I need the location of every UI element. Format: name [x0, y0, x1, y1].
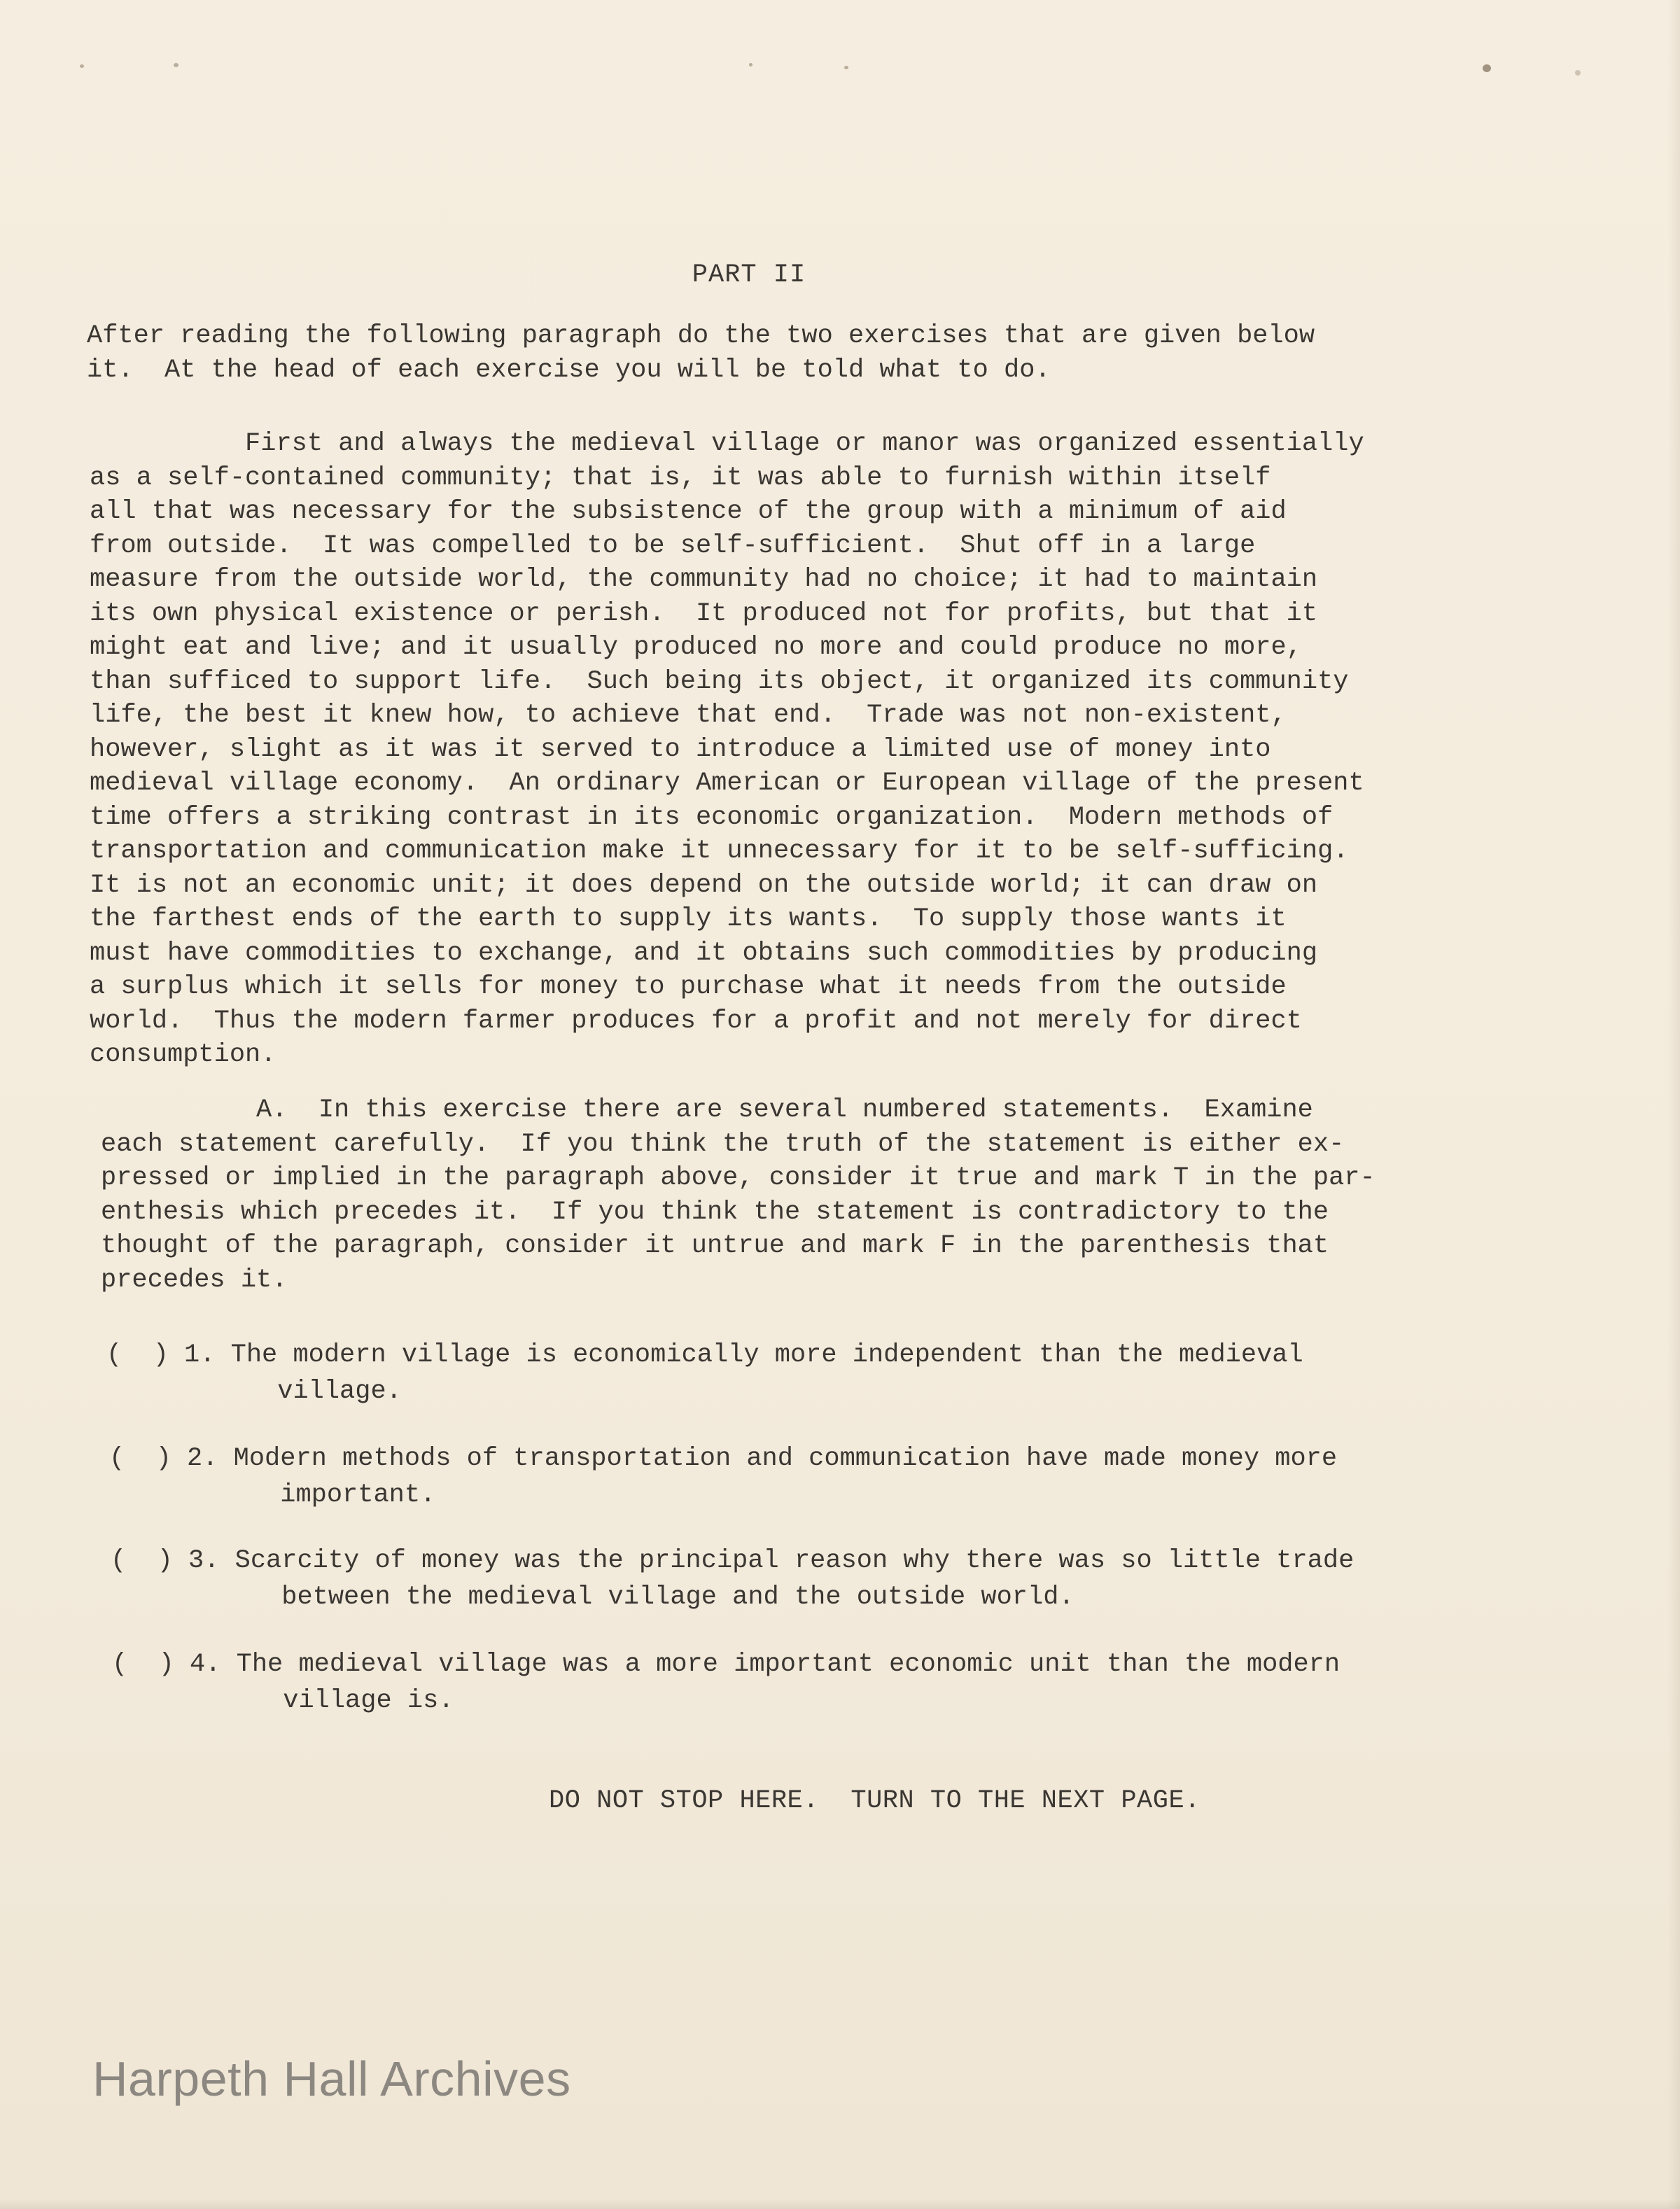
- instructions-paragraph: After reading the following paragraph do the two exercises that are given below it. At the head of each exercise you will be told what to do.: [87, 321, 1315, 385]
- paper-speck: [749, 63, 752, 66]
- page-edge-shadow: [1667, 0, 1680, 2209]
- paper-speck: [1483, 64, 1491, 72]
- page-bottom-shadow: [0, 2199, 1680, 2209]
- page-heading: PART II: [692, 260, 806, 290]
- paper-speck: [1575, 70, 1581, 76]
- paper-speck: [174, 63, 178, 67]
- continue-notice: DO NOT STOP HERE. TURN TO THE NEXT PAGE.: [549, 1786, 1200, 1816]
- statement-item-1: ( ) 1. The modern village is economically more independent than the medieval village.: [106, 1340, 1303, 1406]
- statement-item-4: ( ) 4. The medieval village was a more important economic unit than the modern village is.: [112, 1650, 1340, 1716]
- paper-speck: [80, 64, 84, 68]
- paper-speck: [844, 66, 848, 69]
- statement-item-3: ( ) 3. Scarcity of money was the principal reason why there was so little trade between the medieval village and the outside world.: [111, 1546, 1354, 1612]
- reading-passage: First and always the medieval village or manor was organized essentially as a self-contained community; that is, it was able to furnish within itself all that was necessary for the subsistence of the group with a minimum of aid from outside. It was compelled to be self-sufficient. Shut off in a large measure from the outside world, the community had no choice; it had to maintain its own physical existence or perish. It produced not for profits, but that it might eat and live; and it usually produced no more and could produce no more, than sufficed to support life. Such being its object, it organized its community life, the best it knew how, to achieve that end. Trade was not non-existent, however, slight as it was it served to introduce a limited use of money into medieval village economy. An ordinary American or European village of the present time offers a striking contrast in its economic organization. Modern methods of transportation and communication make it unnecessary for it to be self-sufficing. It is not an economic unit; it does depend on the outside world; it can draw on the farthest ends of the earth to supply its wants. To supply those wants it must have commodities to exchange, and it obtains such commodities by producing a surplus which it sells for money to purchase what it needs from the outside world. Thus the modern farmer produces for a profit and not merely for direct consumption.: [90, 429, 1364, 1070]
- archive-watermark: Harpeth Hall Archives: [92, 2052, 571, 2106]
- exercise-a-instructions: A. In this exercise there are several numbered statements. Examine each statement carefully. If you think the truth of the statement is either ex- pressed or implied in the paragraph above, consider it true and mark T in the par- enthesis which precedes it. If you think the statement is contradictory to the thought of the paragraph, consider it untrue and mark F in the parenthesis that precedes it.: [101, 1095, 1376, 1295]
- statement-item-2: ( ) 2. Modern methods of transportation and communication have made money more important.: [109, 1444, 1338, 1510]
